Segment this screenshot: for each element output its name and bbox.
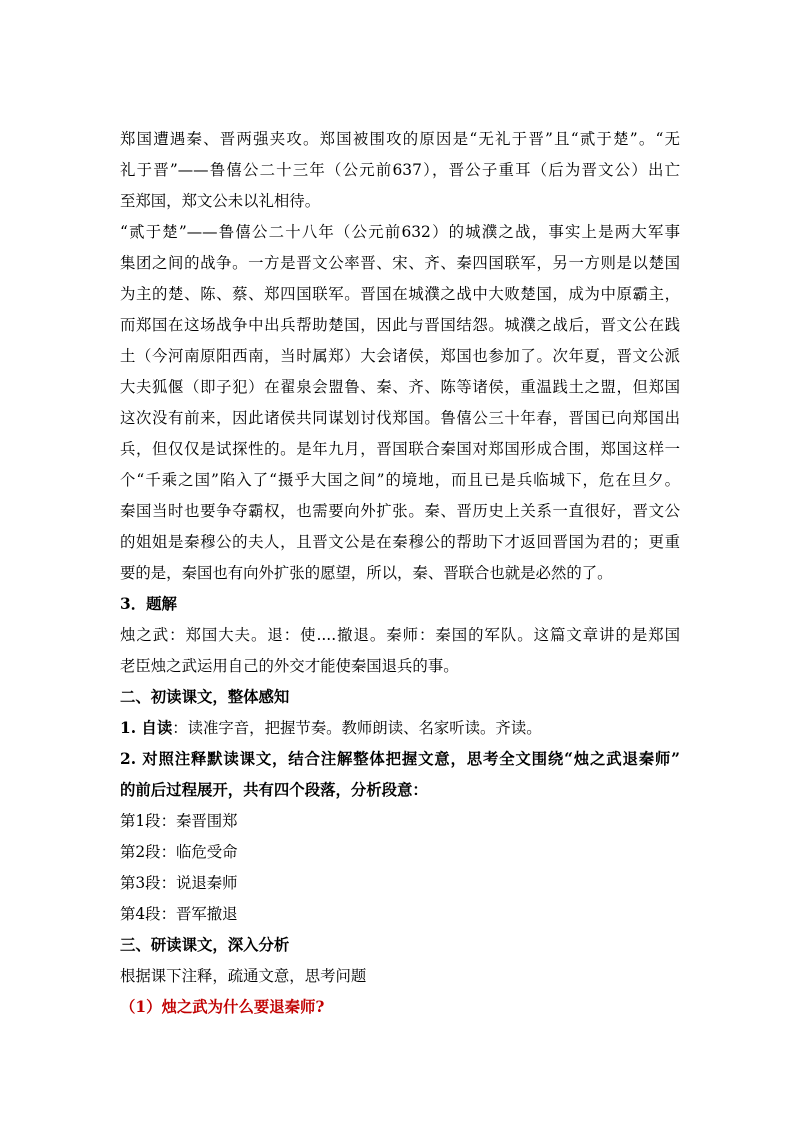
background-line-3: 至郑国，郑文公未以礼相待。 xyxy=(120,192,321,210)
paragraph-text: 临危受命 xyxy=(175,843,238,861)
item-1-label: 1. 自读 xyxy=(120,719,173,737)
background-line-5: 集团之间的战争。一方是晋文公率晋、宋、齐、秦四国联军，另一方则是以楚国 xyxy=(120,254,680,272)
paragraph-label: 第3段： xyxy=(120,874,176,892)
background-line-14: 的姐姐是秦穆公的夫人，且晋文公是在秦穆公的帮助下才返回晋国为君的；更重 xyxy=(120,533,680,551)
paragraph-summary-4 xyxy=(120,899,680,930)
paragraph-label: 第4段： xyxy=(120,905,176,923)
paragraph-text: 秦晋围郑 xyxy=(175,812,238,830)
background-line-1: 郑国遭遇秦、晋两强夹攻。郑国被围攻的原因是“无礼于晋”且“贰于楚”。“无 xyxy=(120,130,680,148)
part-2-heading: 二、初读课文，整体感知 xyxy=(120,688,290,706)
background-line-6: 为主的楚、陈、蔡、郑四国联军。晋国在城濮之战中大败楚国，成为中原霸主， xyxy=(120,285,680,303)
part-3-heading: 三、研读课文，深入分析 xyxy=(120,936,290,954)
background-line-12: 个“千乘之国”陷入了“摄乎大国之间”的境地，而且已是兵临城下，危在旦夕。 xyxy=(120,471,680,489)
background-line-2: 礼于晋”——鲁僖公二十三年（公元前637），晋公子重耳（后为晋文公）出亡 xyxy=(120,161,680,179)
question-1: （1）烛之武为什么要退秦师? xyxy=(120,998,325,1016)
background-line-4: “贰于楚”——鲁僖公二十八年（公元前632）的城濮之战，事实上是两大军事 xyxy=(120,223,680,241)
item-1-text: ：读准字音，把握节奏。教师朗读、名家听读。齐读。 xyxy=(172,719,542,737)
background-line-15: 要的是，秦国也有向外扩张的愿望，所以，秦、晋联合也就是必然的了。 xyxy=(120,564,613,582)
background-line-7: 而郑国在这场战争中出兵帮助楚国，因此与晋国结怨。城濮之战后，晋文公在践 xyxy=(120,316,680,334)
part-2-item-1 xyxy=(120,713,680,744)
background-line-9: 大夫狐偃（即子犯）在翟泉会盟鲁、秦、齐、陈等诸侯，重温践土之盟，但郑国 xyxy=(120,378,680,396)
paragraph-label: 第2段： xyxy=(120,843,176,861)
paragraph-text: 晋军撤退 xyxy=(175,905,238,923)
background-line-8: 土（今河南原阳西南，当时属郑）大会诸侯，郑国也参加了。次年夏，晋文公派 xyxy=(120,347,680,365)
document-body xyxy=(120,124,680,1023)
background-line-11: 兵，但仅仅是试探性的。是年九月，晋国联合秦国对郑国形成合围，郑国这样一 xyxy=(120,440,680,458)
background-line-13: 秦国当时也要争夺霸权，也需要向外扩张。秦、晋历史上关系一直很好，晋文公 xyxy=(120,502,680,520)
title-explanation-line-2: 老臣烛之武运用自己的外交才能使秦国退兵的事。 xyxy=(120,657,459,675)
section-3-heading: 3．题解 xyxy=(120,595,177,613)
paragraph-summary-2 xyxy=(120,837,680,868)
paragraph-text: 说退秦师 xyxy=(175,874,238,892)
title-explanation-line-1: 烛之武：郑国大夫。退：使....撤退。秦师：秦国的军队。这篇文章讲的是郑国 xyxy=(120,626,680,644)
background-line-10: 这次没有前来，因此诸侯共同谋划讨伐郑国。鲁僖公三十年春，晋国已向郑国出 xyxy=(120,409,680,427)
part-2-item-2-line-2: 的前后过程展开，共有四个段落，分析段意： xyxy=(120,781,428,799)
paragraph-label: 第1段： xyxy=(120,812,176,830)
part-3-instruction: 根据课下注释，疏通文意，思考问题 xyxy=(120,967,367,985)
paragraph-summary-3 xyxy=(120,868,680,899)
part-2-item-2-line-1: 2. 对照注释默读课文，结合注解整体把握文意，思考全文围绕“烛之武退秦师” xyxy=(120,750,680,768)
paragraph-summary-1 xyxy=(120,806,680,837)
